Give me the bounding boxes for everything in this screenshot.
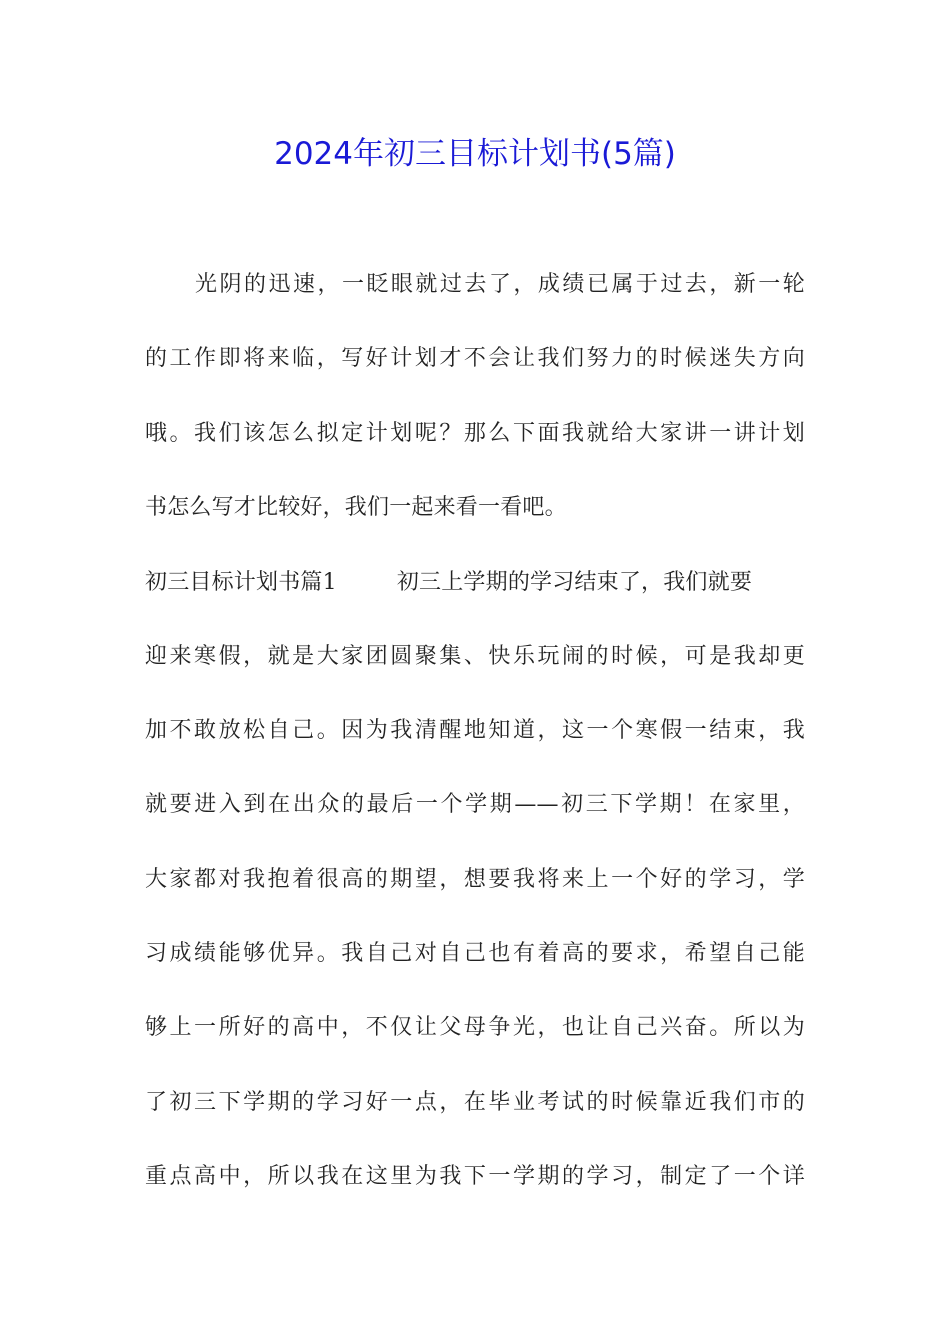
section-1-line-4: 大家都对我抱着很高的期望，想要我将来上一个好的学习，学 <box>145 867 805 892</box>
intro-line-3: 哦。我们该怎么拟定计划呢？那么下面我就给大家讲一讲计划 <box>145 421 805 446</box>
section-1-line-1: 迎来寒假，就是大家团圆聚集、快乐玩闹的时候，可是我却更 <box>145 644 805 669</box>
section-1-line-3: 就要进入到在出众的最后一个学期——初三下学期！在家里， <box>145 792 805 817</box>
section-1-line-8: 重点高中，所以我在这里为我下一学期的学习，制定了一个详 <box>145 1164 805 1189</box>
section-1-line-6: 够上一所好的高中，不仅让父母争光，也让自己兴奋。所以为 <box>145 1015 805 1040</box>
intro-line-2: 的工作即将来临，写好计划才不会让我们努力的时候迷失方向 <box>145 346 805 371</box>
section-1-line-7: 了初三下学期的学习好一点，在毕业考试的时候靠近我们市的 <box>145 1090 805 1115</box>
section-1-line-2: 加不敢放松自己。因为我清醒地知道，这一个寒假一结束，我 <box>145 718 805 743</box>
intro-line-1: 光阴的迅速，一眨眼就过去了，成绩已属于过去，新一轮 <box>195 272 805 297</box>
section-1-heading: 初三目标计划书篇1 <box>145 570 337 595</box>
section-1-line-0: 初三上学期的学习结束了，我们就要 <box>396 570 753 595</box>
document-title: 2024年初三目标计划书(5篇) <box>274 136 676 172</box>
intro-line-4: 书怎么写才比较好，我们一起来看一看吧。 <box>145 495 567 520</box>
section-1-line-5: 习成绩能够优异。我自己对自己也有着高的要求，希望自己能 <box>145 941 805 966</box>
section-1-first-line <box>145 563 805 603</box>
